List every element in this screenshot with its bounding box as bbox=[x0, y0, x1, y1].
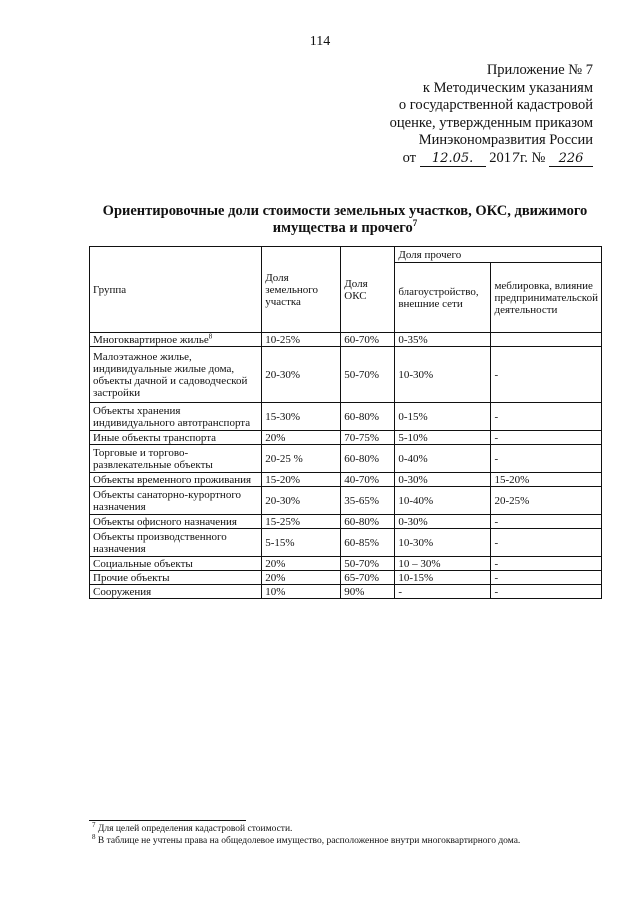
cell-improvements-text: 5-10% bbox=[398, 431, 428, 444]
footnote-mark: 7 bbox=[92, 820, 96, 829]
cell-furniture-business bbox=[491, 333, 602, 347]
appendix-line: оценке, утвержденным приказом bbox=[389, 114, 593, 131]
document-title bbox=[90, 203, 600, 237]
cell-furniture-business bbox=[491, 529, 602, 557]
cell-furniture-business-text: 20-25% bbox=[494, 494, 530, 507]
cell-group bbox=[90, 347, 262, 403]
cell-oks-share-text: 60-80% bbox=[344, 515, 380, 528]
cell-land-share-text: 20-30% bbox=[265, 494, 301, 507]
footnote-mark: 8 bbox=[208, 331, 213, 340]
cell-furniture-business-text: - bbox=[494, 585, 499, 598]
table-body bbox=[90, 333, 602, 599]
cell-group bbox=[90, 473, 262, 487]
cell-furniture-business-text: - bbox=[494, 431, 499, 444]
cell-group bbox=[90, 529, 262, 557]
cell-group-text: Прочие объекты bbox=[93, 571, 170, 584]
footnote-text: В таблице не учтены права на общедолевое имущество, расположенное внутри многоквартирного дома. bbox=[97, 835, 521, 846]
cell-land-share bbox=[262, 571, 341, 585]
cell-oks-share bbox=[341, 487, 395, 515]
cell-oks-share bbox=[341, 445, 395, 473]
table-row bbox=[90, 403, 602, 431]
cell-furniture-business bbox=[491, 487, 602, 515]
cell-group bbox=[90, 445, 262, 473]
cell-land-share-text: 20-25 % bbox=[265, 452, 303, 465]
cell-land-share-text: 10% bbox=[265, 585, 286, 598]
cell-oks-share-text: 70-75% bbox=[344, 431, 380, 444]
cell-furniture-business bbox=[491, 431, 602, 445]
cell-oks-share bbox=[341, 473, 395, 487]
header-furniture-business: меблировка, влияние предпринимательской деятельности bbox=[491, 263, 602, 333]
from-label: от bbox=[402, 149, 416, 166]
cell-land-share bbox=[262, 557, 341, 571]
footnote-separator bbox=[89, 820, 246, 821]
table-row bbox=[90, 333, 602, 347]
cell-land-share bbox=[262, 473, 341, 487]
cell-improvements-text: - bbox=[398, 585, 402, 598]
cell-land-share-text: 5-15% bbox=[265, 536, 295, 549]
cell-land-share-text: 20% bbox=[265, 571, 286, 584]
cell-group-text: Социальные объекты bbox=[93, 557, 193, 570]
cell-furniture-business-text: - bbox=[494, 452, 499, 465]
cell-improvements bbox=[395, 445, 491, 473]
cell-improvements bbox=[395, 585, 491, 599]
cell-group bbox=[90, 585, 262, 599]
table-row bbox=[90, 487, 602, 515]
title-line: Ориентировочные доли стоимости земельных участков, ОКС, движимого bbox=[102, 203, 588, 219]
share-table bbox=[89, 246, 602, 599]
cell-group bbox=[90, 487, 262, 515]
cell-land-share bbox=[262, 487, 341, 515]
cell-improvements bbox=[395, 333, 491, 347]
cell-group bbox=[90, 557, 262, 571]
cell-furniture-business-text: - bbox=[494, 368, 499, 381]
cell-improvements bbox=[395, 347, 491, 403]
cell-furniture-business bbox=[491, 403, 602, 431]
cell-land-share-text: 20% bbox=[265, 431, 286, 444]
header-improvements: благоустройство, внешние сети bbox=[395, 263, 491, 333]
cell-oks-share bbox=[341, 529, 395, 557]
cell-improvements-text: 10-30% bbox=[398, 536, 434, 549]
cell-furniture-business-text: - bbox=[494, 515, 499, 528]
cell-oks-share-text: 60-85% bbox=[344, 536, 380, 549]
cell-land-share-text: 10-25% bbox=[265, 333, 301, 346]
handwritten-order-number: 226 bbox=[549, 152, 593, 167]
appendix-line: Минэкономразвития России bbox=[418, 132, 593, 148]
appendix-line: Приложение № 7 bbox=[486, 62, 593, 78]
cell-improvements-text: 0-30% bbox=[398, 515, 428, 528]
cell-improvements-text: 0-40% bbox=[398, 452, 428, 465]
cell-furniture-business bbox=[491, 445, 602, 473]
cell-furniture-business bbox=[491, 347, 602, 403]
cell-oks-share-text: 60-70% bbox=[344, 333, 380, 346]
cell-land-share-text: 20% bbox=[265, 557, 286, 570]
cell-land-share-text: 15-25% bbox=[265, 515, 301, 528]
cell-group-text: Объекты временного проживания bbox=[93, 473, 252, 486]
cell-land-share bbox=[262, 445, 341, 473]
cell-improvements bbox=[395, 571, 491, 585]
header-land-share: Доля земельного участка bbox=[262, 247, 341, 333]
cell-furniture-business-text: - bbox=[494, 571, 499, 584]
cell-group-text: Сооружения bbox=[93, 585, 152, 598]
cell-land-share-text: 15-30% bbox=[265, 410, 301, 423]
cell-land-share bbox=[262, 585, 341, 599]
appendix-line: к Методическим указаниям bbox=[422, 79, 593, 96]
handwritten-year-digit: 7 bbox=[511, 150, 520, 166]
cell-oks-share bbox=[341, 585, 395, 599]
cell-improvements-text: 0-30% bbox=[398, 473, 428, 486]
cell-group bbox=[90, 515, 262, 529]
cell-improvements-text: 0-35% bbox=[398, 333, 428, 346]
cell-group bbox=[90, 333, 262, 347]
cell-land-share bbox=[262, 333, 341, 347]
table-row bbox=[90, 445, 602, 473]
cell-group-text: Торговые и торгово-развлекательные объекты bbox=[93, 446, 213, 471]
cell-oks-share bbox=[341, 333, 395, 347]
cell-oks-share bbox=[341, 431, 395, 445]
cell-improvements-text: 0-15% bbox=[398, 410, 428, 423]
table-row bbox=[90, 515, 602, 529]
cell-oks-share-text: 65-70% bbox=[344, 571, 380, 584]
header-other-share: Доля прочего bbox=[395, 247, 602, 263]
cell-group bbox=[90, 571, 262, 585]
cell-furniture-business-text: - bbox=[494, 536, 499, 549]
cell-oks-share bbox=[341, 347, 395, 403]
appendix-line: о государственной кадастровой bbox=[398, 97, 593, 113]
table-row bbox=[90, 557, 602, 571]
page-number: 114 bbox=[309, 34, 331, 49]
cell-improvements bbox=[395, 557, 491, 571]
cell-group-text: Объекты санаторно-курортного назначения bbox=[93, 488, 242, 513]
handwritten-date: 12.05. bbox=[420, 152, 486, 167]
cell-improvements bbox=[395, 529, 491, 557]
cell-group-text: Иные объекты транспорта bbox=[93, 431, 217, 444]
cell-land-share-text: 15-20% bbox=[265, 473, 301, 486]
cell-oks-share-text: 35-65% bbox=[344, 494, 380, 507]
cell-land-share bbox=[262, 529, 341, 557]
cell-improvements bbox=[395, 473, 491, 487]
cell-furniture-business bbox=[491, 557, 602, 571]
cell-improvements-text: 10 – 30% bbox=[398, 557, 441, 570]
cell-furniture-business-text: 15-20% bbox=[494, 473, 530, 486]
cell-oks-share bbox=[341, 571, 395, 585]
header-group: Группа bbox=[90, 247, 262, 333]
cell-oks-share-text: 60-80% bbox=[344, 452, 380, 465]
cell-improvements bbox=[395, 515, 491, 529]
table-row bbox=[90, 347, 602, 403]
header-oks-share: Доля ОКС bbox=[341, 247, 395, 333]
cell-oks-share-text: 60-80% bbox=[344, 410, 380, 423]
cell-improvements-text: 10-40% bbox=[398, 494, 434, 507]
cell-land-share bbox=[262, 403, 341, 431]
footnote-mark: 8 bbox=[92, 832, 96, 841]
cell-improvements bbox=[395, 431, 491, 445]
cell-group-text: Объекты офисного назначения bbox=[93, 515, 237, 528]
footnote bbox=[92, 820, 520, 836]
table-row bbox=[90, 431, 602, 445]
footnotes bbox=[92, 820, 521, 847]
cell-improvements bbox=[395, 487, 491, 515]
cell-oks-share bbox=[341, 515, 395, 529]
cell-furniture-business-text: - bbox=[494, 557, 499, 570]
cell-improvements bbox=[395, 403, 491, 431]
year-printed: 201 bbox=[489, 149, 511, 166]
cell-oks-share-text: 90% bbox=[344, 585, 365, 598]
cell-land-share bbox=[262, 431, 341, 445]
cell-furniture-business bbox=[491, 585, 602, 599]
year-suffix: г. № bbox=[519, 149, 546, 166]
cell-group bbox=[90, 431, 262, 445]
table-row bbox=[90, 571, 602, 585]
cell-group-text: Объекты производственного назначения bbox=[93, 530, 227, 555]
table-row bbox=[90, 529, 602, 557]
cell-oks-share-text: 40-70% bbox=[344, 473, 380, 486]
cell-land-share-text: 20-30% bbox=[265, 368, 301, 381]
cell-furniture-business bbox=[491, 571, 602, 585]
cell-oks-share bbox=[341, 403, 395, 431]
footnote-text: Для целей определения кадастровой стоимости. bbox=[97, 824, 293, 834]
cell-group-text: Малоэтажное жилье, индивидуальные жилые дома, объекты дачной и садоводческой застройки bbox=[93, 350, 248, 399]
cell-group-text: Многоквартирное жилье bbox=[93, 333, 209, 346]
cell-improvements-text: 10-15% bbox=[398, 571, 434, 584]
cell-improvements-text: 10-30% bbox=[398, 368, 434, 381]
appendix-header bbox=[390, 62, 593, 167]
cell-furniture-business-text: - bbox=[494, 410, 499, 423]
title-text: имущества и прочего bbox=[272, 220, 413, 236]
cell-furniture-business bbox=[491, 473, 602, 487]
order-date-line bbox=[390, 150, 593, 168]
cell-oks-share-text: 50-70% bbox=[344, 368, 380, 381]
cell-group-text: Объекты хранения индивидуального автотранспорта bbox=[93, 404, 251, 429]
cell-oks-share bbox=[341, 557, 395, 571]
cell-group bbox=[90, 403, 262, 431]
table-row bbox=[90, 585, 602, 599]
cell-oks-share-text: 50-70% bbox=[344, 557, 380, 570]
cell-land-share bbox=[262, 347, 341, 403]
footnote bbox=[92, 832, 521, 848]
title-line bbox=[90, 220, 600, 237]
cell-furniture-business bbox=[491, 515, 602, 529]
footnote-mark: 7 bbox=[412, 218, 418, 229]
cell-land-share bbox=[262, 515, 341, 529]
table-row bbox=[90, 473, 602, 487]
